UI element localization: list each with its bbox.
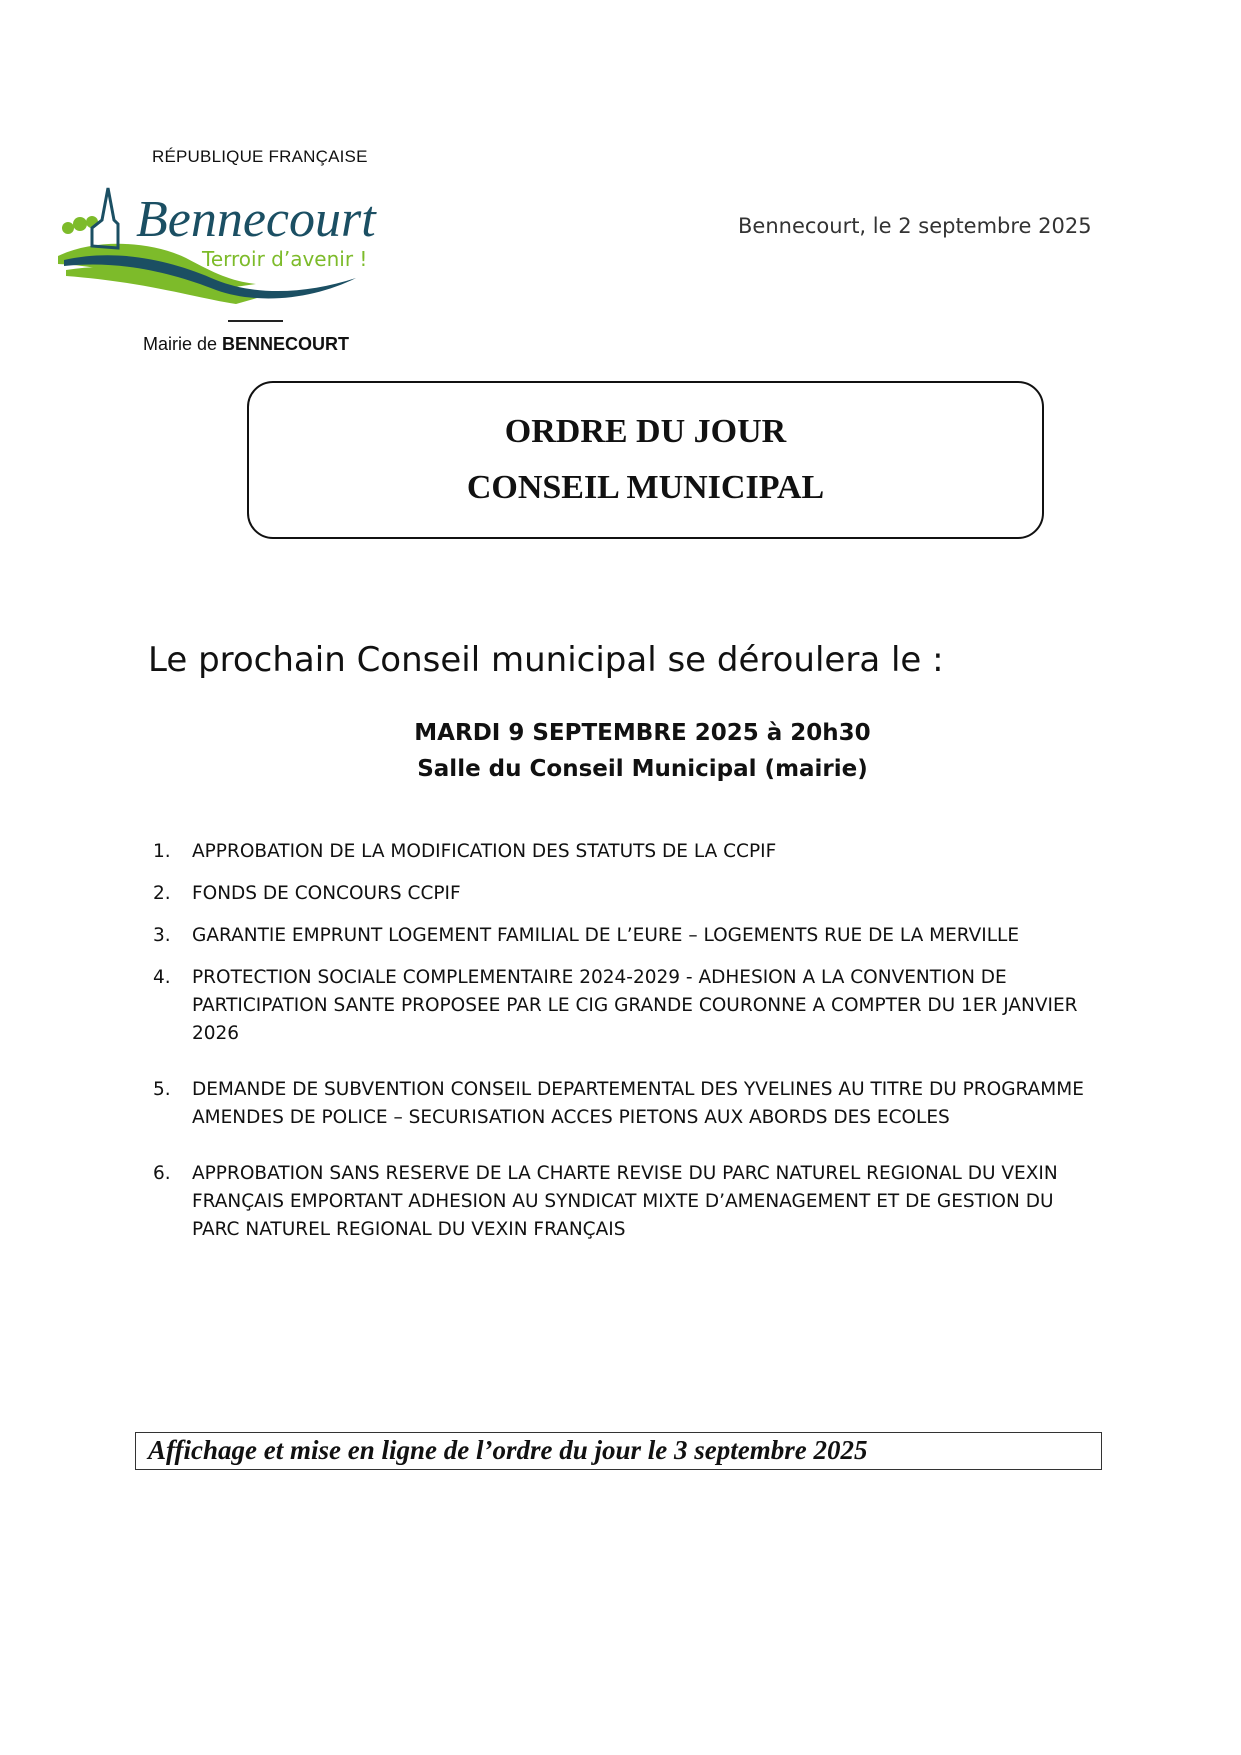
agenda-number: 2. bbox=[153, 883, 171, 904]
title-box bbox=[247, 381, 1044, 539]
bennecourt-logo bbox=[56, 186, 426, 306]
document-date: Bennecourt, le 2 septembre 2025 bbox=[738, 214, 1092, 238]
svg-text:Bennecourt: Bennecourt bbox=[136, 191, 376, 248]
logo-graphic bbox=[56, 186, 426, 306]
meeting-location: Salle du Conseil Municipal (mairie) bbox=[417, 756, 868, 782]
agenda-text: PROTECTION SOCIALE COMPLEMENTAIRE 2024-2029 - ADHESION A LA CONVENTION DE PARTICIPATION SANTE PROPOSEE PAR LE CIG GRANDE COURONNE A COMPTER DU 1ER JANVIER 2026 bbox=[192, 967, 1078, 1044]
agenda-item bbox=[153, 838, 1103, 866]
agenda-item bbox=[153, 922, 1103, 950]
agenda-number: 3. bbox=[153, 925, 171, 946]
title-line-2: CONSEIL MUNICIPAL bbox=[466, 469, 825, 506]
logo-divider bbox=[228, 320, 283, 322]
agenda-text: DEMANDE DE SUBVENTION CONSEIL DEPARTEMENTAL DES YVELINES AU TITRE DU PROGRAMME AMENDES DE POLICE – SECURISATION ACCES PIETONS AUX ABORDS DES ECOLES bbox=[192, 1079, 1084, 1128]
mairie-name: BENNECOURT bbox=[222, 334, 350, 354]
posting-notice: Affichage et mise en ligne de l’ordre du jour le 3 septembre 2025 bbox=[148, 1435, 868, 1465]
agenda-number: 5. bbox=[153, 1079, 171, 1100]
agenda-item bbox=[153, 1160, 1103, 1244]
agenda-number: 1. bbox=[153, 841, 171, 862]
footer-box bbox=[135, 1432, 1102, 1470]
agenda-text: APPROBATION DE LA MODIFICATION DES STATUTS DE LA CCPIF bbox=[192, 841, 777, 862]
agenda-text: GARANTIE EMPRUNT LOGEMENT FAMILIAL DE L’EURE – LOGEMENTS RUE DE LA MERVILLE bbox=[192, 925, 1020, 946]
agenda-number: 6. bbox=[153, 1163, 171, 1184]
agenda-number: 4. bbox=[153, 967, 171, 988]
mairie-label bbox=[143, 334, 349, 355]
svg-text:Terroir d’avenir !: Terroir d’avenir ! bbox=[202, 247, 368, 271]
title-line-1: ORDRE DU JOUR bbox=[504, 413, 787, 450]
mairie-prefix: Mairie de bbox=[143, 334, 223, 354]
meeting-date-time: MARDI 9 SEPTEMBRE 2025 à 20h30 bbox=[414, 720, 871, 746]
agenda-item bbox=[153, 1076, 1103, 1132]
republique-label: RÉPUBLIQUE FRANÇAISE bbox=[152, 147, 368, 166]
agenda-item bbox=[153, 964, 1103, 1048]
agenda-item bbox=[153, 880, 1103, 908]
agenda-text: FONDS DE CONCOURS CCPIF bbox=[192, 883, 461, 904]
intro-text: Le prochain Conseil municipal se déroulera le : bbox=[148, 640, 944, 680]
agenda-text: APPROBATION SANS RESERVE DE LA CHARTE REVISE DU PARC NATUREL REGIONAL DU VEXIN FRANÇAIS EMPORTANT ADHESION AU SYNDICAT MIXTE D’AMENAGEMENT ET DE GESTION DU PARC NATUREL REGIONAL DU VEXIN FRANÇAIS bbox=[192, 1163, 1058, 1240]
